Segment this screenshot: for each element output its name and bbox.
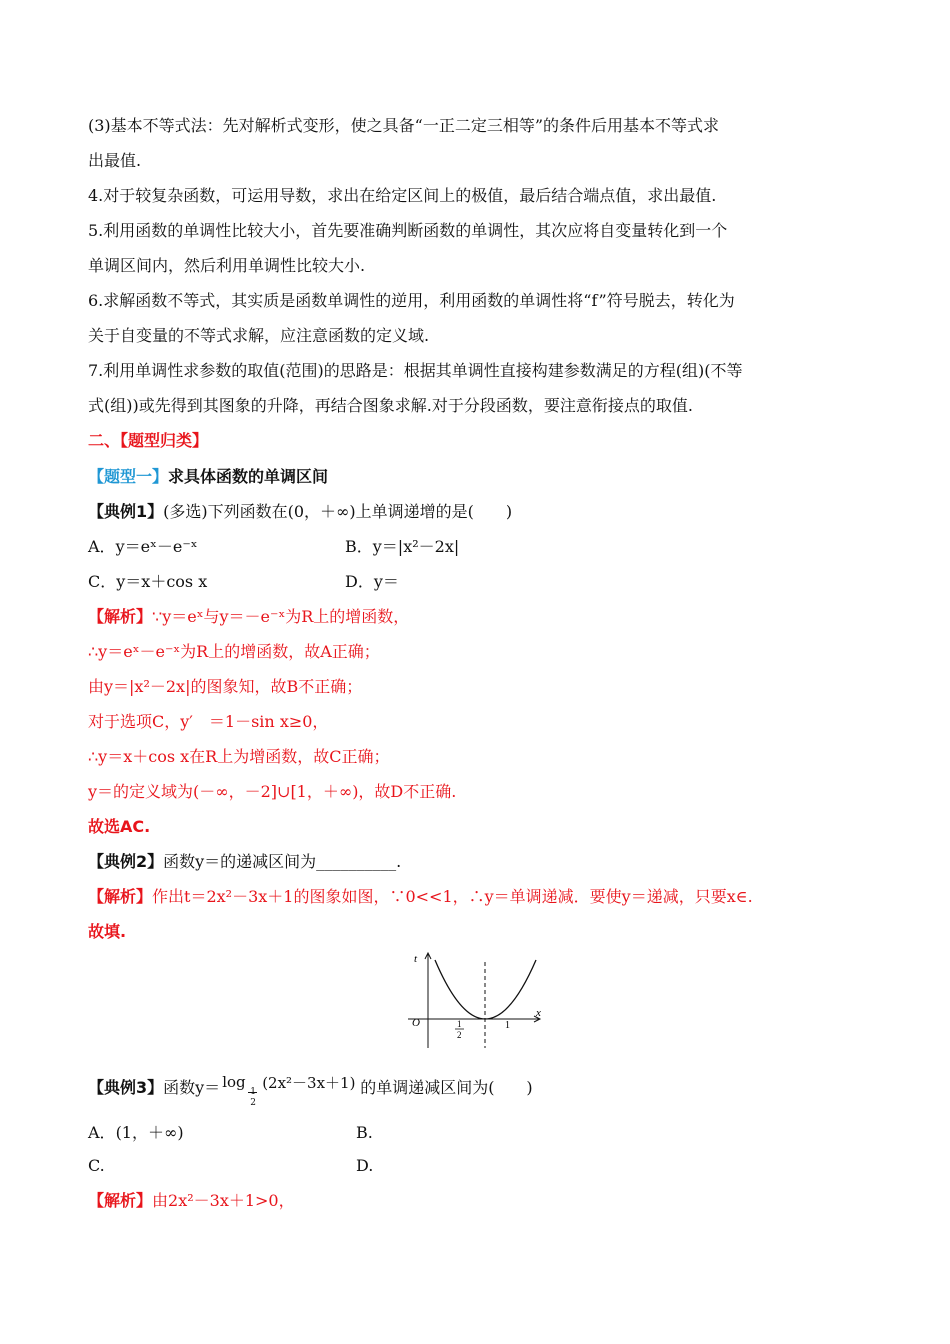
option-a-label: A．	[88, 537, 116, 556]
paragraph-line: 6.求解函数不等式，其实质是函数单调性的逆用，利用函数的单调性将“f”符号脱去，转化为	[88, 291, 735, 310]
paragraph-line: 5.利用函数的单调性比较大小，首先要准确判断函数的单调性，其次应将自变量转化到一个	[88, 221, 728, 240]
example2-question-line	[88, 851, 401, 873]
example1-tag: 【典例1】	[88, 502, 164, 521]
x-label: x	[536, 1007, 541, 1019]
option-a-text: (1，＋∞)	[115, 1123, 184, 1142]
type-heading-text: 求具体函数的单调区间	[168, 467, 329, 486]
example3-analysis-tag: 【解析】	[88, 1191, 153, 1210]
example1-analysis-line: ∴y＝x＋cos x在R上为增函数，故C正确；	[88, 747, 390, 766]
example2-answer: 故填.	[88, 922, 127, 941]
example1-analysis-line: ∴y＝eˣ－e⁻ˣ为R上的增函数，故A正确；	[88, 642, 380, 661]
half-numerator: 1	[457, 1019, 462, 1029]
example2-question: 函数y＝的递减区间为__________.	[163, 852, 402, 871]
option-c-text: y＝x＋cos x	[116, 572, 208, 591]
example3-tag: 【典例3】	[88, 1078, 164, 1097]
example1-option-d	[345, 571, 399, 593]
example3-option-a	[88, 1122, 184, 1144]
parabola-figure	[400, 950, 550, 1050]
option-a-label: A．	[88, 1123, 116, 1142]
analysis-text: ∵y＝eˣ与y＝－e⁻ˣ为R上的增函数，	[152, 607, 410, 626]
example2-tag: 【典例2】	[88, 852, 164, 871]
section-heading: 二、【题型归类】	[88, 431, 209, 450]
example3-suffix: 的单调递减区间为( )	[360, 1078, 533, 1097]
option-b-text: y＝|x²－2x|	[372, 537, 460, 556]
option-a-text: y＝eˣ－e⁻ˣ	[115, 537, 198, 556]
paragraph-line: (3)基本不等式法：先对解析式变形，使之具备“一正二定三相等”的条件后用基本不等式求	[88, 116, 720, 135]
example2-analysis: 作出t＝2x²－3x＋1的图象如图，∵0<<1，∴y＝单调递减．要使y＝递减，只要x∈.	[152, 887, 753, 906]
example3-question-line	[88, 1073, 533, 1108]
example3-analysis: 由2x²－3x＋1>0，	[152, 1191, 295, 1210]
paragraph-line: 4.对于较复杂函数，可运用导数，求出在给定区间上的极值，最后结合端点值，求出最值.	[88, 186, 717, 205]
example1-question-line	[88, 501, 512, 523]
option-c-label: C．	[88, 572, 117, 591]
example1-question: (多选)下列函数在(0，＋∞)上单调递增的是( )	[163, 502, 513, 521]
log-base-numerator: 1	[250, 1087, 256, 1097]
log-argument: (2x²－3x＋1)	[262, 1074, 356, 1092]
log-base-denominator: 2	[250, 1098, 256, 1108]
paragraph-line: 出最值.	[88, 151, 142, 170]
type-heading	[88, 466, 328, 488]
example1-answer: 故选AC.	[88, 817, 151, 836]
example3-prefix: 函数y＝	[163, 1078, 221, 1097]
type-heading-tag: 【题型一】	[88, 467, 169, 486]
option-d-text: y＝	[373, 572, 399, 591]
parabola-curve	[435, 960, 536, 1019]
log-text: log	[222, 1073, 246, 1091]
example2-analysis-line	[88, 886, 753, 908]
example3-option-c: C.	[88, 1156, 105, 1175]
example3-option-b: B.	[356, 1123, 373, 1142]
origin-label: O	[412, 1017, 420, 1029]
paragraph-line: 式(组))或先得到其图象的升降，再结合图象求解.对于分段函数，要注意衔接点的取值.	[88, 396, 693, 415]
example3-option-d: D.	[356, 1156, 374, 1175]
example2-analysis-tag: 【解析】	[88, 887, 153, 906]
option-d-label: D．	[345, 572, 374, 591]
example1-option-c	[88, 571, 207, 593]
paragraph-line: 7.利用单调性求参数的取值(范围)的思路是：根据其单调性直接构建参数满足的方程(组)(不等	[88, 361, 743, 380]
example1-analysis-line: y＝的定义域为(－∞，－2]∪[1，＋∞)，故D不正确.	[88, 782, 457, 801]
example3-analysis-line	[88, 1190, 295, 1212]
option-b-label: B．	[345, 537, 373, 556]
one-label: 1	[505, 1020, 510, 1031]
log-expression	[220, 1073, 360, 1108]
example1-option-b	[345, 536, 459, 558]
example1-option-a	[88, 536, 198, 558]
example1-analysis-line: 对于选项C，y′ ＝1－sin x≥0，	[88, 712, 329, 731]
paragraph-line: 关于自变量的不等式求解，应注意函数的定义域.	[88, 326, 430, 345]
half-denominator: 2	[457, 1030, 462, 1040]
example1-analysis-line: 由y＝|x²－2x|的图象知，故B不正确；	[88, 677, 363, 696]
example1-analysis-tag: 【解析】	[88, 607, 153, 626]
t-label: t	[414, 953, 418, 965]
example1-analysis-line	[88, 606, 409, 628]
paragraph-line: 单调区间内，然后利用单调性比较大小.	[88, 256, 366, 275]
